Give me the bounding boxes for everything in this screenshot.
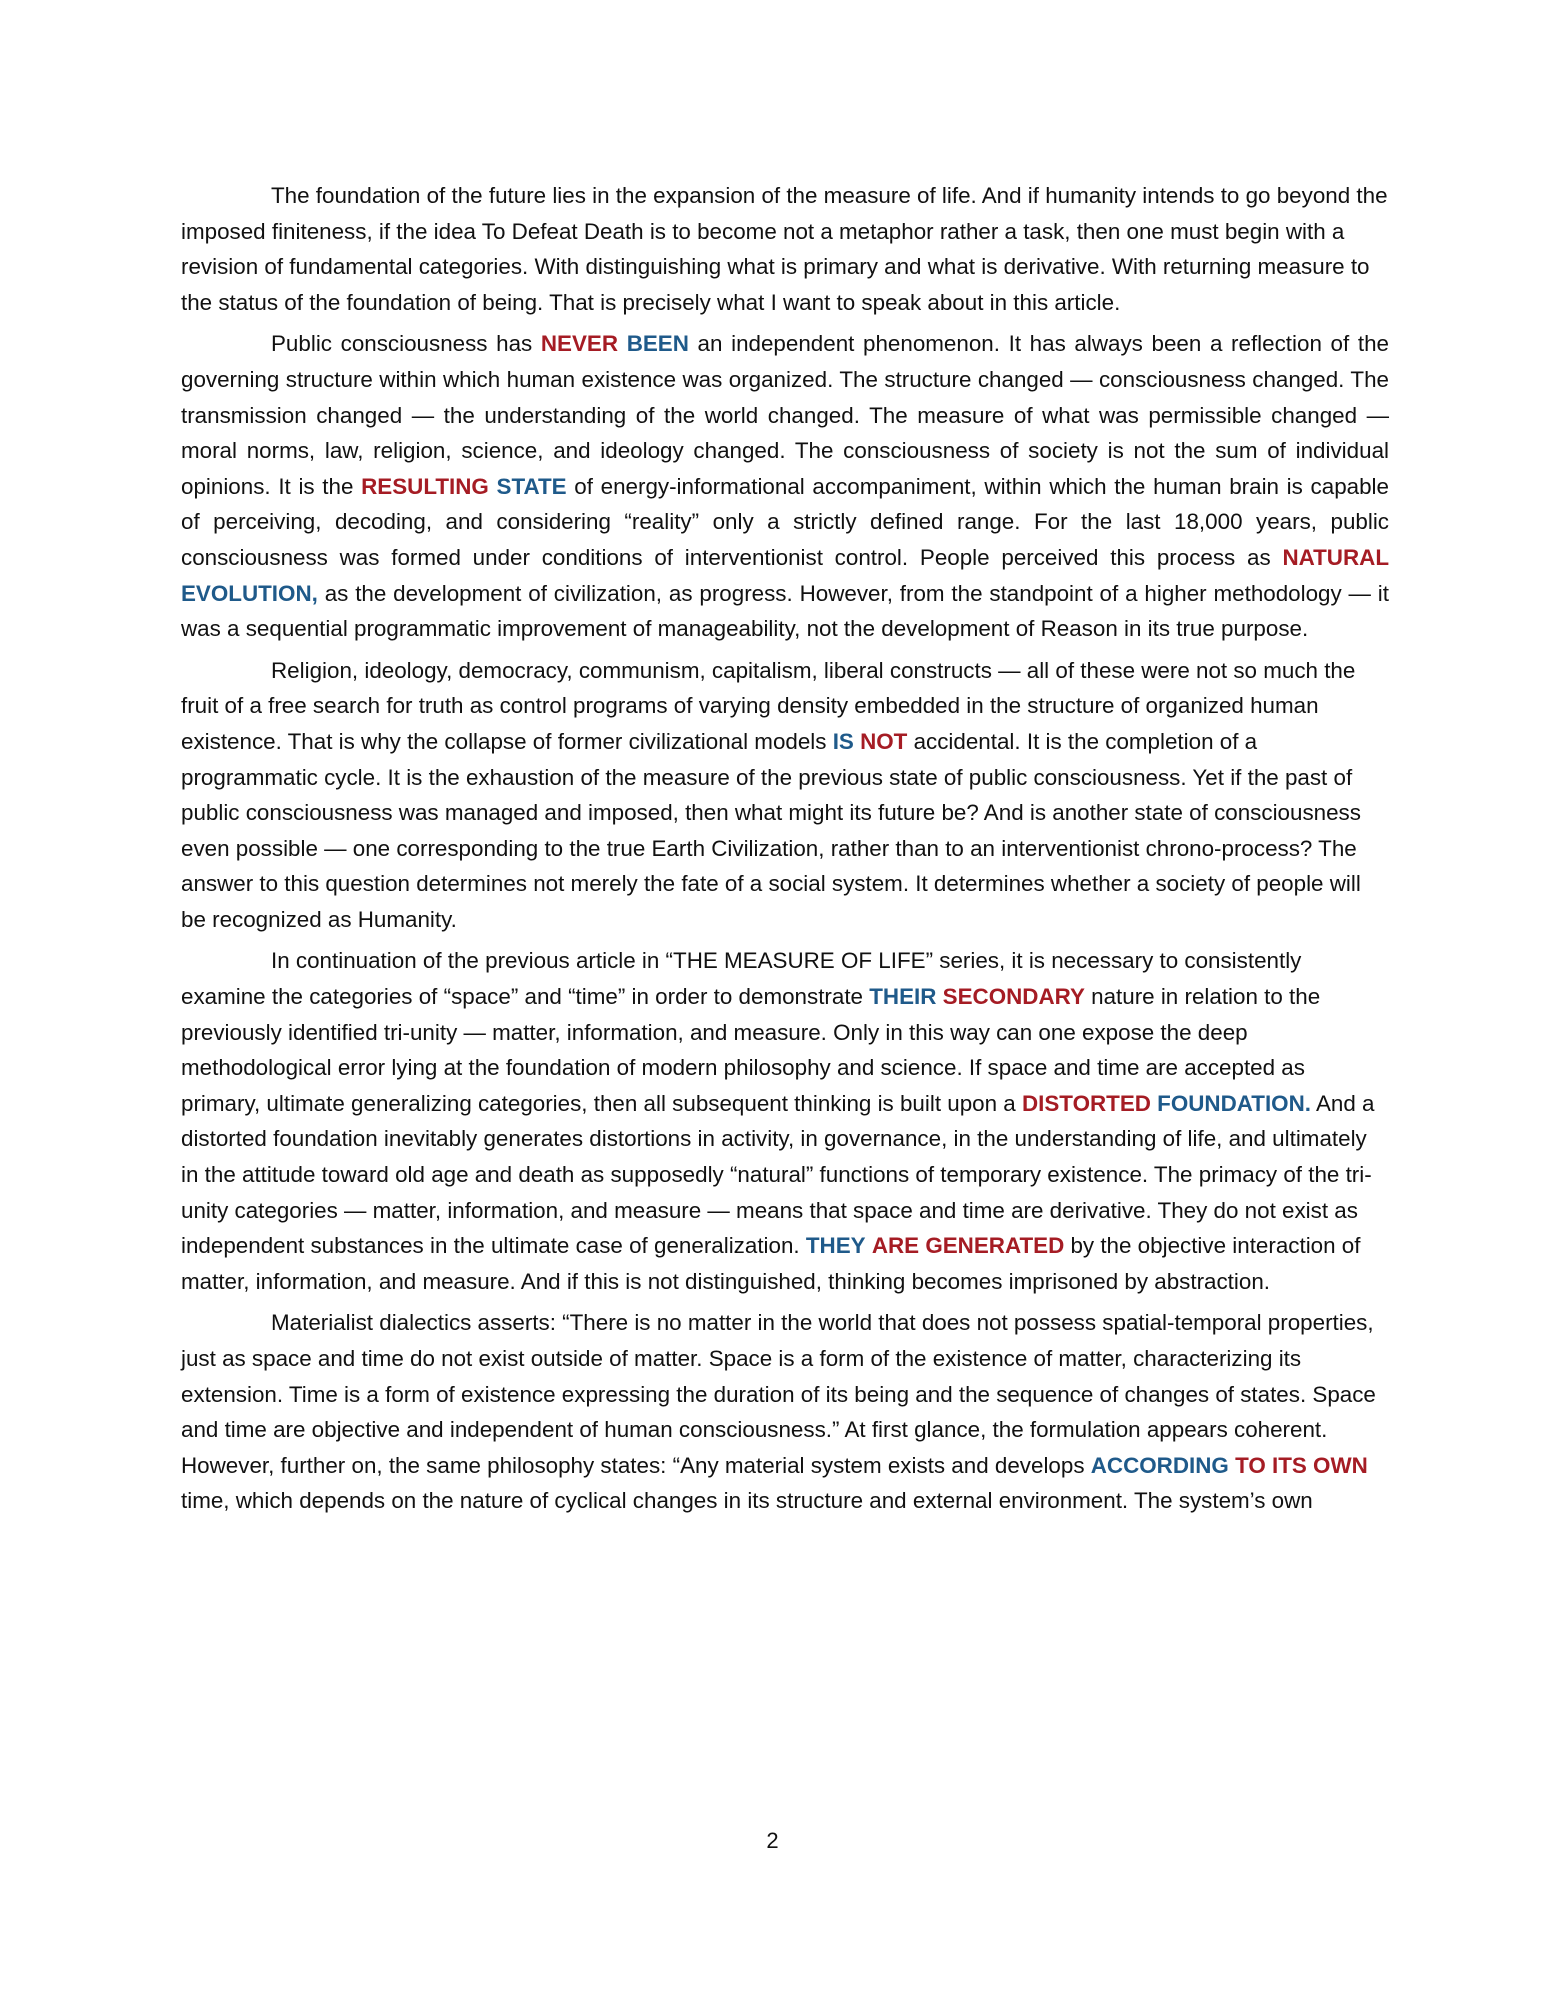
text-segment: In continuation of the previous article in “THE MEASURE OF LIFE” series, it is necessary to consistently examine the categories of “space” and “time” in order to demonstrate: [181, 948, 1302, 1010]
highlight-resulting: RESULTING: [361, 473, 489, 499]
page-number: 2: [766, 1828, 779, 1853]
paragraph-materialist-dialectics: [181, 1305, 1389, 1519]
text-segment: of energy-informational accompaniment, within which the human brain is capable of perceiving, decoding, and considering “reality” only a strictly defined range. For the last 18,000 years, public consciousness was formed under conditions of interventionist control. People perceived this process as: [181, 473, 1389, 570]
paragraph-intro: [181, 178, 1389, 320]
text-segment: Materialist dialectics asserts: “There is no matter in the world that does not possess spatial-temporal properties, just as space and time do not exist outside of matter. Space is a form of the existence of matter, characterizing its extension. Time is a form of existence expressing the duration of its being and the sequence of changes of states. Space and time are objective and independent of human consciousness.” At first glance, the formulation appears coherent. However, further on, the same philosophy states: “Any material system exists and develops: [181, 1310, 1376, 1478]
text-segment: Public consciousness has: [271, 331, 541, 357]
paragraph-public-consciousness: [181, 326, 1389, 646]
highlight-they: THEY: [805, 1233, 866, 1259]
text-segment: an independent phenomenon. It has always been a reflection of the governing structure within which human existence was organized. The structure changed — consciousness changed. The transmission changed — the understanding of the world changed. The measure of what was permissible changed — moral norms, law, religion, science, and ideology changed. The consciousness of society is not the sum of individual opinions. It is the: [181, 331, 1389, 499]
highlight-to-its-own: TO ITS OWN: [1235, 1452, 1368, 1478]
text-segment: accidental. It is the completion of a programmatic cycle. It is the exhaustion of the measure of the previous state of public consciousness. Yet if the past of public consciousness was managed and imposed, then what might its future be? And is another state of consciousness even possible — one corresponding to the true Earth Civilization, rather than to an interventionist chrono-process? The answer to this question determines not merely the fate of a social system. It determines whether a society of people will be recognized as Humanity.: [181, 728, 1361, 932]
highlight-state: STATE: [496, 473, 567, 499]
text-segment: as the development of civilization, as progress. However, from the standpoint of a higher methodology — it was a sequential programmatic improvement of manageability, not the development of Reason in its true purpose.: [181, 580, 1389, 642]
text-segment: The foundation of the future lies in the expansion of the measure of life. And if humanity intends to go beyond the imposed finiteness, if the idea To Defeat Death is to become not a metaphor rather a task, then one must begin with a revision of fundamental categories. With distinguishing what is primary and what is derivative. With returning measure to the status of the foundation of being. That is precisely what I want to speak about in this article.: [181, 183, 1388, 315]
article-body: [181, 178, 1389, 1525]
highlight-foundation: FOUNDATION.: [1157, 1090, 1311, 1116]
highlight-never: NEVER: [540, 331, 619, 357]
highlight-distorted: DISTORTED: [1021, 1090, 1151, 1116]
highlight-are-generated: ARE GENERATED: [871, 1233, 1065, 1259]
text-segment: And a distorted foundation inevitably generates distortions in activity, in governance, in the understanding of life, and ultimately in the attitude toward old age and death as supposedly “natural” functions of temporary existence. The primacy of the tri-unity categories — matter, information, and measure — means that space and time are derivative. They do not exist as independent substances in the ultimate case of generalization.: [181, 1090, 1375, 1259]
paragraph-religion-ideology: [181, 653, 1389, 938]
text-segment: time, which depends on the nature of cyclical changes in its structure and external environment. The system’s own: [181, 1488, 1313, 1514]
highlight-evolution: EVOLUTION,: [181, 580, 318, 606]
text-segment: nature in relation to the previously identified tri-unity — matter, information, and measure. Only in this way can one expose the deep methodological error lying at the foundation of modern philosophy and science. If space and time are accepted as primary, ultimate generalizing categories, then all subsequent thinking is built upon a: [181, 984, 1321, 1116]
highlight-natural: NATURAL: [1282, 544, 1389, 570]
text-segment: [618, 331, 627, 356]
highlight-is: IS: [832, 728, 854, 754]
highlight-been: BEEN: [626, 331, 689, 357]
highlight-their: THEIR: [869, 984, 937, 1010]
text-segment: by the objective interaction of matter, information, and measure. And if this is not distinguished, thinking becomes imprisoned by abstraction.: [181, 1233, 1361, 1294]
text-segment: Religion, ideology, democracy, communism, capitalism, liberal constructs — all of these were not so much the fruit of a free search for truth as control programs of varying density embedded in the structure of organized human existence. That is why the collapse of former civilizational models: [181, 657, 1356, 754]
highlight-secondary: SECONDARY: [942, 984, 1085, 1010]
highlight-according: ACCORDING: [1090, 1452, 1229, 1478]
highlight-not: NOT: [860, 728, 908, 754]
text-segment: [489, 474, 497, 499]
paragraph-space-time: [181, 943, 1389, 1299]
